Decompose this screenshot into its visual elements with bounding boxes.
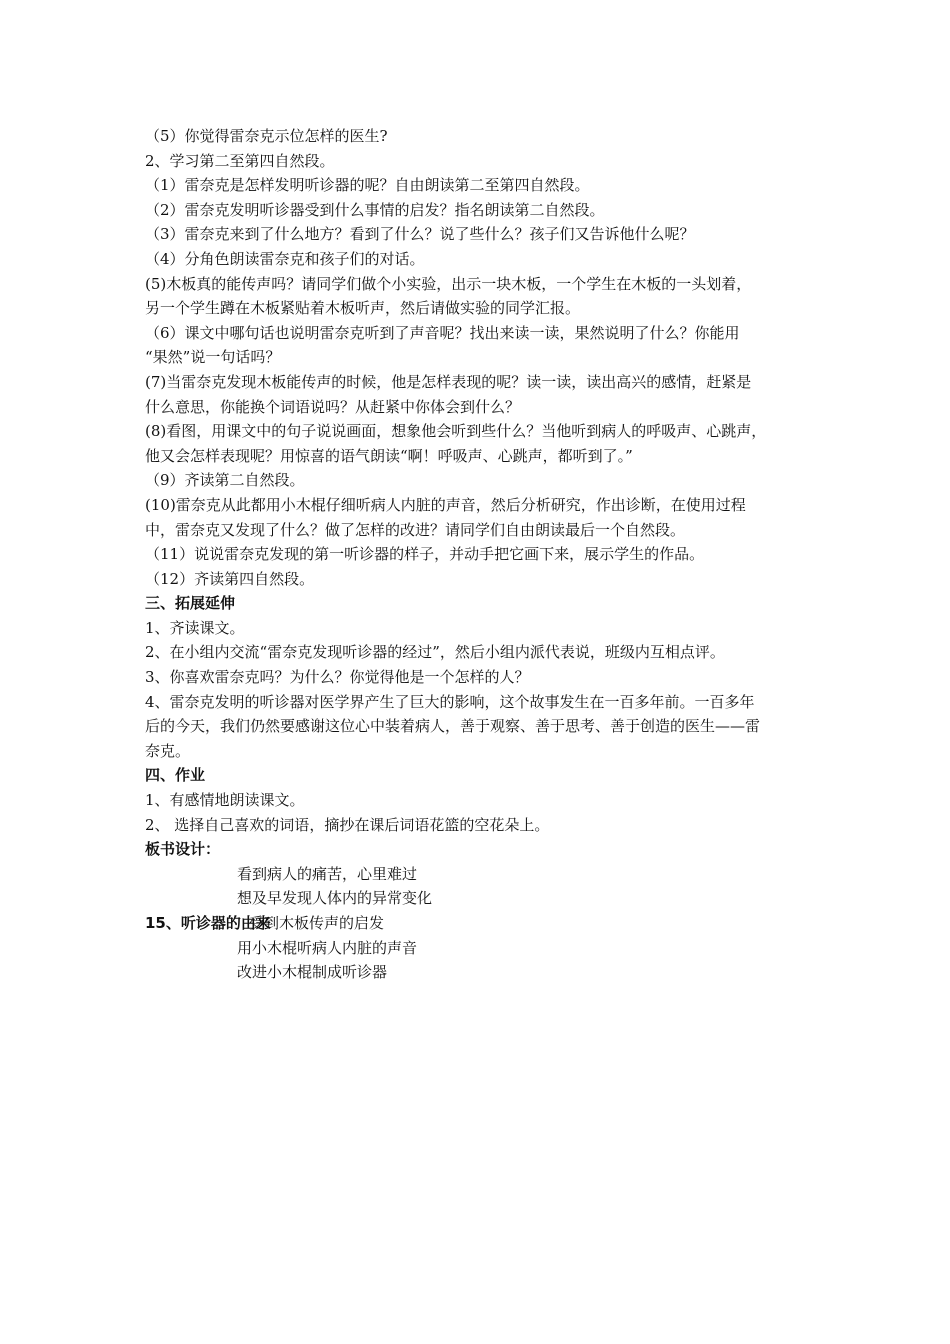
paragraph-line: 什么意思，你能换个词语说吗？从赶紧中你体会到什么？: [145, 397, 521, 416]
paragraph-line: （6）课文中哪句话也说明雷奈克听到了声音呢？找出来读一读，果然说明了什么？你能用: [145, 323, 740, 342]
paragraph-line: （4）分角色朗读雷奈克和孩子们的对话。: [145, 249, 425, 268]
paragraph-line: (8)看图，用课文中的句子说说画面，想象他会听到些什么？当他听到病人的呼吸声、心跳声，: [145, 422, 767, 441]
document-page: [145, 124, 810, 985]
paragraph-line: 后的今天，我们仍然要感谢这位心中装着病人，善于观察、善于思考、善于创造的医生——雷: [145, 717, 761, 736]
board-design-heading: 板书设计：: [145, 840, 221, 859]
paragraph-line: (7)当雷奈克发现木板能传声的时候，他是怎样表现的呢？读一读，读出高兴的感情，赶紧是: [145, 372, 752, 391]
paragraph-line: （2）雷奈克发明听诊器受到什么事情的启发？指名朗读第二自然段。: [145, 200, 605, 219]
paragraph-line: 4、雷奈克发明的听诊器对医学界产生了巨大的影响，这个故事发生在一百多年前。一百多年: [145, 692, 755, 711]
paragraph-line: (5)木板真的能传声吗？请同学们做个小实验，出示一块木板，一个学生在木板的一头划着，: [145, 274, 752, 293]
paragraph-line: （12）齐读第四自然段。: [145, 569, 315, 588]
paragraph-line: 2、 选择自己喜欢的词语，摘抄在课后词语花篮的空花朵上。: [145, 815, 550, 834]
board-line: 用小木棍听病人内脏的声音: [237, 938, 418, 957]
paragraph-line: 1、齐读课文。: [145, 618, 245, 637]
paragraph-line: 他又会怎样表现呢？用惊喜的语气朗读“啊！呼吸声、心跳声，都听到了。”: [145, 446, 633, 465]
paragraph-line: （9）齐读第二自然段。: [145, 471, 305, 490]
paragraph-line: 2、在小组内交流“雷奈克发现听诊器的经过”，然后小组内派代表说，班级内互相点评。: [145, 643, 725, 662]
paragraph-line: 3、你喜欢雷奈克吗？为什么？你觉得他是一个怎样的人？: [145, 668, 530, 687]
board-title: 15、听诊器的由来: [145, 914, 271, 932]
paragraph-line: （11）说说雷奈克发现的第一听诊器的样子，并动手把它画下来，展示学生的作品。: [145, 545, 705, 564]
paragraph-line: 中，雷奈克又发现了什么？做了怎样的改进？请同学们自由朗读最后一个自然段。: [145, 520, 686, 539]
paragraph-line: “果然”说一句话吗？: [145, 348, 281, 367]
paragraph-line: 奈克。: [145, 741, 191, 760]
board-line: 受到木板传声的启发: [249, 914, 385, 932]
board-title-row: [145, 911, 810, 936]
section-heading-extension: 三、拓展延伸: [145, 594, 236, 613]
paragraph-line: 1、有感情地朗读课文。: [145, 791, 305, 810]
paragraph-line: (10)雷奈克从此都用小木棍仔细听病人内脏的声音，然后分析研究，作出诊断，在使用过程: [145, 495, 746, 514]
paragraph-line: 2、学习第二至第四自然段。: [145, 151, 335, 170]
paragraph-line: （5）你觉得雷奈克示位怎样的医生?: [145, 127, 388, 145]
section-heading-homework: 四、作业: [145, 766, 206, 785]
paragraph-line: （1）雷奈克是怎样发明听诊器的呢？自由朗读第二至第四自然段。: [145, 176, 590, 195]
paragraph-line: 另一个学生蹲在木板紧贴着木板听声，然后请做实验的同学汇报。: [145, 299, 581, 318]
board-line: 看到病人的痛苦，心里难过: [237, 864, 418, 883]
board-line: 想及早发现人体内的异常变化: [237, 889, 433, 908]
paragraph-line: （3）雷奈克来到了什么地方？看到了什么？说了些什么？孩子们又告诉他什么呢？: [145, 225, 695, 244]
board-line: 改进小木棍制成听诊器: [237, 963, 388, 982]
